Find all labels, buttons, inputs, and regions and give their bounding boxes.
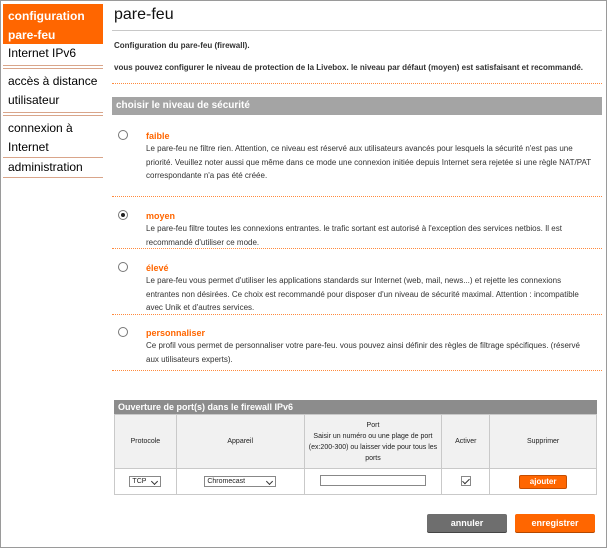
option-desc-eleve: Le pare-feu vous permet d'utiliser les applications standards sur Internet (web, mail, news...) et rejette les connexions entrantes non désirées. Ce choix est recommandé pour disposer d'un niveau de sécurité maximal. Attention : incompatible avec Unik et d'autres services. — [146, 276, 579, 312]
footer-actions — [0, 514, 607, 534]
col-delete: Supprimer — [490, 415, 597, 469]
cancel-button[interactable]: annuler — [427, 514, 507, 532]
sidebar — [3, 4, 103, 178]
col-activate: Activer — [442, 415, 490, 469]
sidebar-item-acces-distance[interactable]: accès à distance utilisateur — [8, 74, 98, 107]
activate-checkbox[interactable] — [461, 476, 471, 486]
sidebar-item-internet-ipv6[interactable]: Internet IPv6 — [8, 46, 77, 60]
main-content — [112, 0, 602, 371]
sidebar-item-configuration-pare-feu[interactable]: configuration pare-feu — [3, 4, 103, 44]
sidebar-separator — [3, 65, 103, 69]
option-label-moyen: moyen — [146, 211, 176, 221]
option-desc-moyen: Le pare-feu filtre toutes les connexions entrantes. le trafic sortant est autorisé à l'exception des services netbios. Il est recommandé d'utiliser ce mode. — [146, 224, 562, 247]
table-row — [115, 469, 597, 495]
radio-eleve[interactable] — [118, 262, 128, 272]
security-level-header: choisir le niveau de sécurité — [112, 97, 602, 115]
radio-faible[interactable] — [118, 130, 128, 140]
page-title: pare-feu — [114, 6, 174, 23]
option-desc-faible: Le pare-feu ne filtre rien. Attention, ce niveau est réservé aux utilisateurs avancés pour lesquels la sécurité n'est pas une priorité. Veuillez noter aussi que même dans ce mode une connexion initiée depuis Internet sera rejetée si une règle NAT/PAT correspondante n'a pas été créée. — [146, 144, 591, 180]
port-input[interactable] — [320, 475, 426, 486]
security-option-moyen — [112, 208, 602, 247]
col-port-title: Port — [366, 421, 380, 429]
radio-personnaliser[interactable] — [118, 327, 128, 337]
col-protocol: Protocole — [115, 415, 177, 469]
security-option-eleve — [112, 260, 602, 310]
option-desc-personnaliser: Ce profil vous permet de personnaliser votre pare-feu. vous pouvez ainsi définir des règles de filtrage spécifiques. (réservé aux utilisateurs experts). — [146, 341, 580, 364]
page-subtitle: Configuration du pare-feu (firewall). — [114, 41, 250, 50]
option-label-personnaliser: personnaliser — [146, 328, 206, 338]
dotted-divider — [112, 83, 602, 84]
security-option-faible — [112, 128, 602, 190]
device-select[interactable]: Chromecast — [204, 476, 276, 487]
sidebar-item-administration[interactable]: administration — [3, 157, 103, 178]
add-button[interactable]: ajouter — [519, 475, 568, 489]
security-option-personnaliser — [112, 325, 602, 364]
radio-moyen[interactable] — [118, 210, 128, 220]
sidebar-item-connexion-internet[interactable]: connexion à Internet — [8, 121, 73, 154]
page-intro: vous pouvez configurer le niveau de protection de la Livebox. le niveau par défaut (moyen) est satisfaisant et recommandé. — [114, 63, 584, 72]
option-label-eleve: élevé — [146, 263, 169, 273]
save-button[interactable]: enregistrer — [515, 514, 595, 532]
option-label-faible: faible — [146, 131, 170, 141]
protocol-select[interactable]: TCP — [129, 476, 161, 487]
port-opening-section — [114, 400, 597, 495]
dotted-divider — [112, 370, 602, 371]
sidebar-separator — [3, 112, 103, 116]
col-port-help: Saisir un numéro ou une plage de port (ex:200-300) ou laisser vide pour tous les ports — [308, 432, 438, 462]
port-opening-header: Ouverture de port(s) dans le firewall IPv6 — [114, 400, 597, 414]
port-table — [114, 414, 597, 495]
col-port — [304, 415, 442, 469]
dotted-divider — [112, 196, 602, 197]
table-header-row — [115, 415, 597, 469]
col-device: Appareil — [176, 415, 304, 469]
